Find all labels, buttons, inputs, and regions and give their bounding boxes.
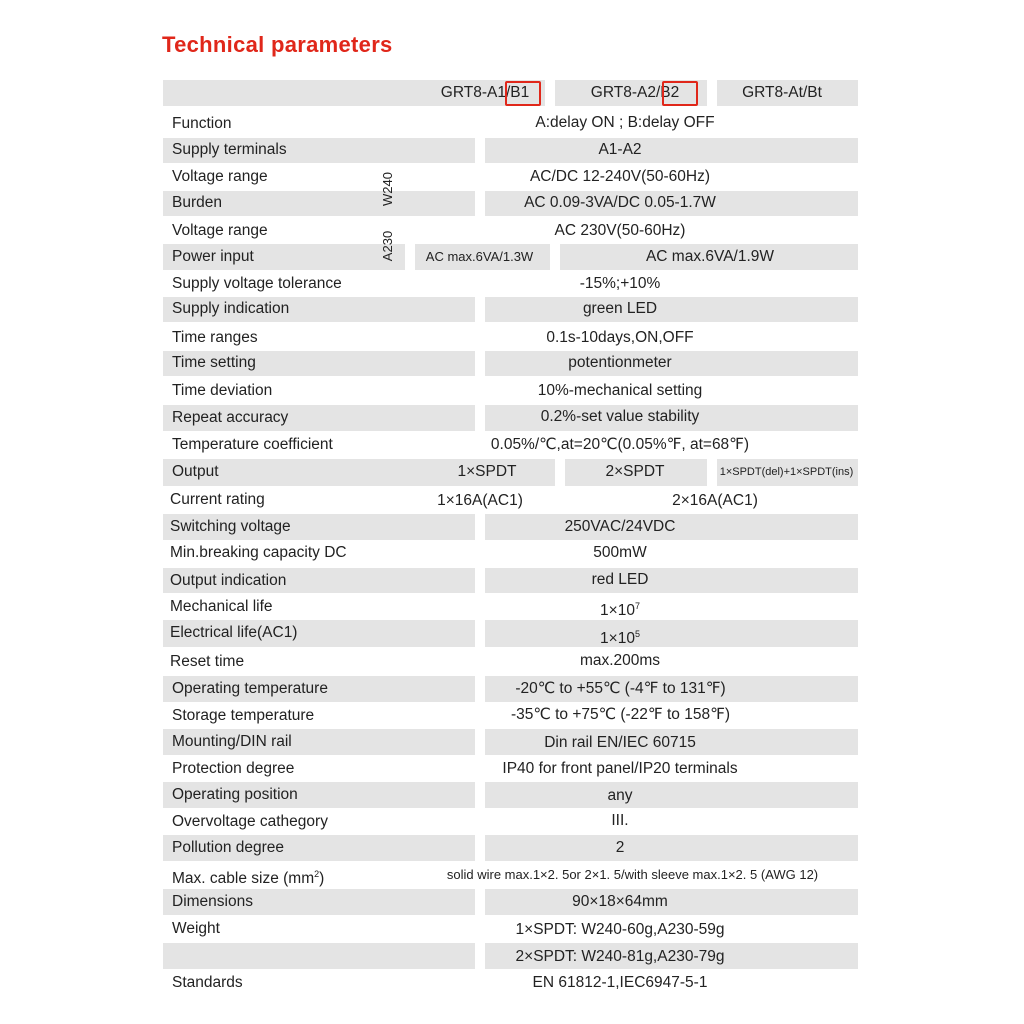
row-value: AC max.6VA/1.3W [425, 249, 534, 264]
group-label-w240: W240 [380, 172, 395, 206]
row-value: -35℃ to +75℃ (-22℉ to 158℉) [511, 706, 730, 723]
row-value: AC 230V(50-60Hz) [554, 222, 686, 239]
row-label: Time ranges [172, 329, 258, 346]
value-text: 1×10 [600, 602, 635, 620]
row-divider [475, 729, 485, 755]
row-value: 2×SPDT: W240-81g,A230-79g [515, 948, 725, 965]
row-value: 10%-mechanical setting [537, 382, 703, 399]
row-label: Overvoltage cathegory [172, 813, 328, 830]
header-col1: GRT8-A1/B1 [440, 84, 530, 101]
row-divider [475, 405, 485, 431]
row-divider [475, 568, 485, 593]
row-divider [475, 943, 485, 969]
row-value: 0.2%-set value stability [540, 408, 700, 425]
highlight-box-b2 [662, 81, 698, 106]
row-label: Output [172, 463, 219, 480]
row-value: 0.1s-10days,ON,OFF [546, 329, 694, 346]
row-divider [475, 191, 485, 216]
row-value: max.200ms [579, 652, 661, 669]
row-label: Time deviation [172, 382, 273, 399]
label-unit-exponent: 2 [314, 869, 320, 879]
row-value: red LED [591, 571, 649, 588]
highlight-box-b1 [505, 81, 541, 106]
row-label: Time setting [172, 354, 256, 371]
row-label: Storage temperature [172, 707, 315, 724]
row-label: Standards [172, 974, 243, 991]
row-value: Din rail EN/IEC 60715 [544, 734, 696, 751]
row-divider [475, 138, 485, 163]
row-value: potentionmeter [568, 354, 672, 371]
row-label: Supply voltage tolerance [172, 275, 342, 292]
label-unit-close: ) [319, 870, 325, 888]
row-value: 1×SPDT(del)+1×SPDT(ins) [719, 466, 854, 478]
row-value: 250VAC/24VDC [564, 518, 676, 535]
row-value: -20℃ to +55℃ (-4℉ to 131℉) [515, 680, 726, 697]
row-label: Output indication [170, 572, 287, 589]
row-value: 2×SPDT [605, 463, 665, 480]
value-exponent: 7 [634, 601, 640, 611]
row-label: Supply terminals [172, 141, 287, 158]
row-value: -15%;+10% [579, 275, 661, 292]
group-label-a230: A230 [380, 230, 395, 262]
row-label: Voltage range [172, 168, 268, 185]
row-value: 1×SPDT: W240-60g,A230-59g [515, 921, 725, 938]
row-divider [475, 889, 485, 915]
row-value [485, 594, 755, 623]
row-value: any [607, 787, 633, 804]
label-unit: (mm [283, 870, 315, 888]
row-value: 90×18×64mm [572, 893, 668, 910]
row-divider [550, 244, 560, 270]
row-label: Mounting/DIN rail [172, 733, 292, 750]
row-label: Switching voltage [170, 518, 291, 535]
row-label [172, 862, 324, 891]
row-value: solid wire max.1×2. 5or 2×1. 5/with sleeve max.1×2. 5 (AWG 12) [446, 867, 819, 882]
row-label: Electrical life(AC1) [170, 624, 298, 641]
row-value: A:delay ON ; B:delay OFF [535, 114, 715, 131]
value-exponent: 5 [634, 629, 640, 639]
row-label: Min.breaking capacity DC [170, 544, 347, 561]
row-label: Weight [172, 920, 220, 937]
row-value: AC/DC 12-240V(50-60Hz) [529, 168, 711, 185]
row-label: Operating position [172, 786, 298, 803]
row-label: Dimensions [172, 893, 253, 910]
row-label: Operating temperature [172, 680, 328, 697]
row-label: Function [172, 115, 232, 132]
row-divider [475, 297, 485, 322]
row-divider [475, 514, 485, 540]
label-text: Max. cable size [172, 870, 279, 888]
row-label: Current rating [170, 491, 265, 508]
row-label: Mechanical life [170, 598, 273, 615]
row-label: Burden [172, 194, 222, 211]
row-value: 1×16A(AC1) [437, 492, 523, 509]
row-value: 2×16A(AC1) [672, 492, 758, 509]
row-value: AC max.6VA/1.9W [645, 248, 775, 265]
row-value: 2 [615, 839, 625, 856]
row-value: green LED [582, 300, 658, 317]
row-label: Voltage range [172, 222, 268, 239]
row-value: 1×SPDT [457, 463, 517, 480]
row-value: 500mW [593, 544, 647, 561]
row-value: EN 61812-1,IEC6947-5-1 [532, 974, 708, 991]
row-divider [475, 620, 485, 647]
row-value: IP40 for front panel/IP20 terminals [502, 760, 738, 777]
page-title: Technical parameters [162, 32, 393, 57]
row-label: Supply indication [172, 300, 290, 317]
row-divider [475, 782, 485, 808]
row-label: Power input [172, 248, 254, 265]
row-value [485, 622, 755, 651]
row-label: Reset time [170, 653, 245, 670]
row-label: Protection degree [172, 760, 295, 777]
row-value: 0.05%/℃,at=20℃(0.05%℉, at=68℉) [490, 436, 750, 453]
row-divider [475, 351, 485, 376]
row-label: Temperature coefficient [172, 436, 333, 453]
row-value: AC 0.09-3VA/DC 0.05-1.7W [524, 194, 716, 211]
value-text: 1×10 [600, 630, 635, 648]
row-label: Pollution degree [172, 839, 285, 856]
row-divider [475, 835, 485, 861]
header-col2: GRT8-A2/B2 [590, 84, 680, 101]
row-label: Repeat accuracy [172, 409, 289, 426]
row-value: III. [611, 812, 629, 829]
row-value: A1-A2 [598, 141, 642, 158]
header-col3: GRT8-At/Bt [742, 84, 822, 101]
